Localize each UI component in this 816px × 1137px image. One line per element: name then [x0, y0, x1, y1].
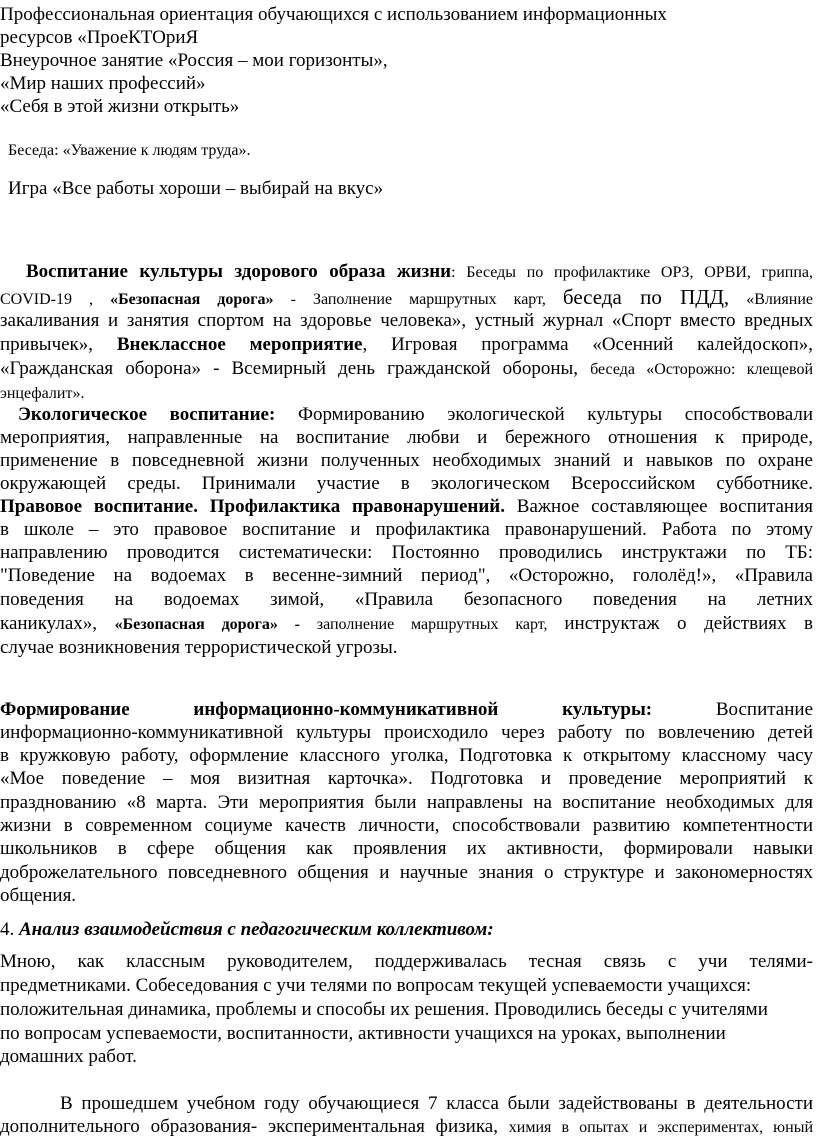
text-run: Игра «Все работы хороши – выбирай на вкус» — [8, 178, 384, 199]
text-line — [0, 450, 813, 472]
text-line — [8, 139, 813, 162]
bold-text: Внеклассное мероприятие — [116, 334, 363, 355]
text-run: 4. — [0, 919, 19, 940]
bold-text: Правовое воспитание. Профилактика правонарушений. — [0, 496, 505, 517]
text-run: беседа «Осторожно: клещевой — [590, 361, 813, 378]
text-line — [0, 310, 813, 332]
text-line — [18, 404, 813, 426]
text-line — [0, 519, 813, 541]
text-run: школьников в сфере общения как проявления их активности, формировали навыки — [0, 838, 813, 859]
text-line — [0, 1116, 813, 1137]
text-line — [0, 768, 813, 790]
text-run: окружающей среды. Принимали участие в экологическом Всероссийском субботнике. — [0, 473, 813, 494]
text-line — [0, 637, 813, 659]
bold-text: Воспитание культуры здорового образа жизни — [26, 261, 452, 282]
text-run: случае возникновения террористической угрозы. — [0, 637, 398, 658]
text-run: «Мир наших профессий» — [0, 73, 206, 94]
bold-text: Экологическое воспитание: — [18, 404, 276, 425]
text-run: доброжелательного повседневного общения и научные знания о структуре и закономерностях — [0, 862, 813, 883]
bold-text: Формирование информационно-коммуникативной культуры: — [0, 699, 653, 720]
text-line — [0, 722, 813, 744]
text-run: общения. — [0, 885, 77, 906]
text-run: дополнительного образования- экспериментальная физика, — [0, 1116, 509, 1137]
text-run: , Игровая программа «Осенний калейдоскоп», — [362, 334, 813, 355]
text-run: Важное составляющее воспитания — [505, 496, 813, 517]
text-line — [0, 565, 813, 587]
bold-text: Анализ взаимодействия с педагогическим коллективом: — [19, 919, 494, 940]
text-run: информационно-коммуникативной культуры происходило через работу по вовлечению детей — [0, 722, 813, 743]
text-run: В прошедшем учебном году обучающиеся 7 класса были задействованы в деятельности — [60, 1093, 813, 1114]
text-line — [0, 496, 813, 518]
text-run: предметниками. Собеседования с учи телями по вопросам текущей успеваемости учащихся: — [0, 975, 752, 996]
text-line — [0, 885, 813, 907]
text-run: каникулах», — [0, 613, 115, 634]
text-run: в кружковую работу, оформление классного уголка, Подготовка к открытому классному часу — [0, 745, 813, 766]
text-run: положительная динамика, проблемы и способы их решения. Проводились беседы с учителями — [0, 999, 768, 1020]
text-run: "Поведение на водоемах в весенне-зимний период", «Осторожно, гололёд!», «Правила — [0, 565, 813, 586]
bold-text: «Безопасная дорога» - — [114, 616, 300, 633]
text-line — [26, 261, 813, 283]
text-run: Профессиональная ориентация обучающихся с использованием информационных — [0, 4, 667, 25]
text-run: привычек», — [0, 334, 117, 355]
text-line — [0, 334, 813, 356]
text-run: в школе – это правовое воспитание и профилактика правонарушений. Работа по этому — [0, 519, 813, 540]
text-line — [0, 96, 813, 118]
text-run: «Влияние — [729, 291, 813, 308]
text-line — [0, 473, 813, 495]
text-line — [0, 1046, 813, 1068]
text-line — [0, 815, 813, 837]
text-run: применение в повседневной жизни полученных необходимых знаний и навыков по охране — [0, 450, 813, 471]
text-line — [0, 50, 813, 72]
text-run: домашних работ. — [0, 1046, 137, 1067]
text-line — [0, 613, 813, 635]
text-run: химия в опытах и экспериментах, юный — [508, 1119, 813, 1136]
text-line — [0, 1023, 813, 1045]
text-run: Воспитание — [652, 699, 813, 720]
text-run: «Мое поведение – моя визитная карточка». Подготовка и проведение мероприятий к — [0, 768, 813, 789]
text-run: закаливания и занятия спортом на здоровье человека», устный журнал «Спорт вместо вредных — [0, 310, 813, 331]
text-run: энцефалит». — [0, 385, 85, 402]
text-run: заполнение маршрутных карт, — [299, 616, 565, 633]
text-line — [0, 699, 813, 721]
text-run: : Беседы по профилактике ОРЗ, ОРВИ, гриппа, — [451, 264, 813, 281]
text-line — [0, 919, 813, 941]
text-line — [0, 951, 813, 973]
text-line — [0, 589, 813, 611]
text-run: направлению проводится систематически: Постоянно проводились инструктажи по ТБ: — [0, 542, 813, 563]
text-line — [0, 542, 813, 564]
text-run: «Себя в этой жизни открыть» — [0, 96, 240, 117]
text-line — [0, 427, 813, 449]
text-line — [0, 792, 813, 814]
bold-text: «Безопасная дорога» — [110, 291, 274, 308]
text-line — [0, 862, 813, 884]
text-run: ресурсов «ПроеКТОриЯ — [0, 27, 199, 48]
text-line — [0, 4, 813, 26]
text-run: - Заполнение маршрутных карт, — [273, 291, 563, 308]
text-run: инструктаж о действиях в — [564, 613, 813, 634]
text-line — [0, 73, 813, 95]
text-line — [0, 975, 813, 997]
text-line — [0, 745, 813, 767]
text-line — [8, 178, 813, 200]
text-run: мероприятия, направленные на воспитание любви и бережного отношения к природе, — [0, 427, 813, 448]
text-run: COVID-19 , — [0, 291, 111, 308]
text-line — [0, 27, 813, 49]
text-run: Мною, как классным руководителем, поддерживалась тесная связь с учи телями- — [0, 951, 813, 972]
text-line — [0, 382, 813, 405]
text-run: по вопросам успеваемости, воспитанности, активности учащихся на уроках, выполнении — [0, 1023, 726, 1044]
text-line — [0, 838, 813, 860]
text-run: празднованию «8 марта. Эти мероприятия были направлены на воспитание необходимых для — [0, 792, 813, 813]
text-run: беседа по ПДД, — [562, 286, 730, 308]
text-run: «Гражданская оборона» - Всемирный день гражданской обороны, — [0, 358, 591, 379]
text-line — [0, 999, 813, 1021]
text-line — [0, 358, 813, 380]
text-run: Беседа: «Уважение к людям труда». — [8, 142, 251, 159]
text-line — [0, 286, 813, 308]
text-run: Формированию экологической культуры способствовали — [275, 404, 813, 425]
text-line — [60, 1093, 813, 1115]
text-run: поведения на водоемах зимой, «Правила безопасного поведения на летних — [0, 589, 813, 610]
text-run: Внеурочное занятие «Россия – мои горизонты», — [0, 50, 388, 71]
text-run: жизни в современном социуме качеств личности, способствовали развитию компетентности — [0, 815, 813, 836]
